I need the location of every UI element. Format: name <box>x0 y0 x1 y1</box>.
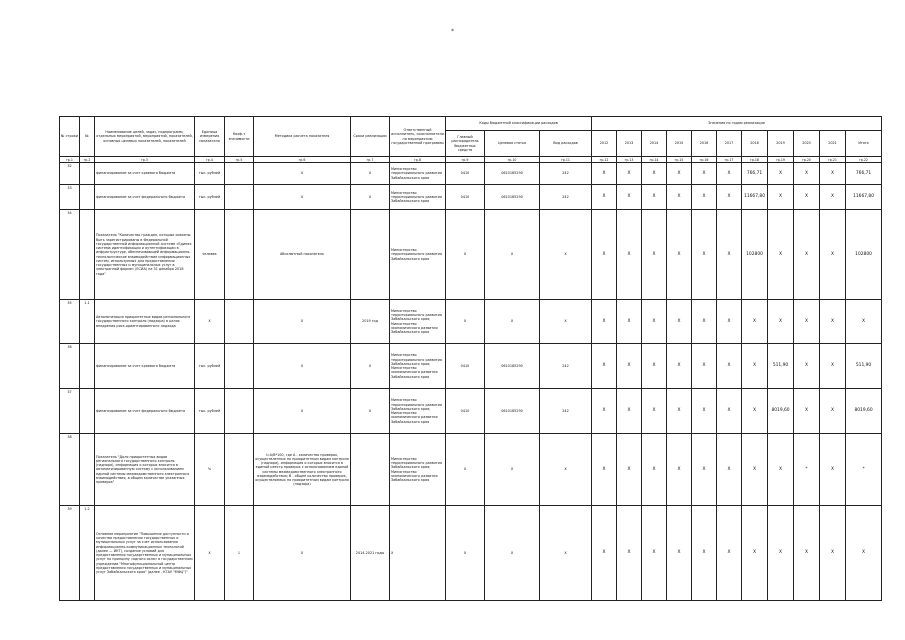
year-value-cell: Х <box>768 210 794 300</box>
executor-cell: Министерство территориального развития Забайкальского края; Министерство экономического развития Забайкальского края <box>390 300 446 344</box>
row-number-cell: 32 <box>60 163 80 185</box>
expense-type-cell: Х <box>540 506 592 601</box>
year-value-cell: Х <box>820 210 846 300</box>
year-value-cell: Х <box>717 210 742 300</box>
year-value-cell: Х <box>617 300 642 344</box>
grbs-cell: 0410 <box>446 344 485 389</box>
year-value-cell: Х <box>717 300 742 344</box>
coef-cell <box>225 163 254 185</box>
grbs-cell: 0410 <box>446 163 485 185</box>
year-value-cell: Х <box>617 185 642 210</box>
year-value-cell: Х <box>717 434 742 506</box>
executor-cell: Министерство территориального развития Забайкальского края; Министерство экономического развития Забайкальского края <box>390 434 446 506</box>
grbs-cell: Х <box>446 506 485 601</box>
table-row <box>60 185 882 210</box>
item-number-cell <box>80 185 95 210</box>
method-cell: Х <box>254 185 351 210</box>
year-value-cell: Х <box>617 434 642 506</box>
header-year: 2021 <box>820 131 846 157</box>
year-value-cell: Х <box>692 210 717 300</box>
executor-cell: Министерство территориального развития Забайкальского края <box>390 210 446 300</box>
year-value-cell: Х <box>768 185 794 210</box>
year-value-cell: Х <box>667 210 692 300</box>
target-article-cell: 0610185290 <box>485 389 540 434</box>
method-cell: Х <box>254 389 351 434</box>
year-value-cell: Х <box>794 389 820 434</box>
item-name-cell: финансирование за счет краевого бюджета <box>95 344 195 389</box>
target-article-cell: 0610185290 <box>485 185 540 210</box>
header-year: 2020 <box>794 131 820 157</box>
header-year: 2012 <box>592 131 617 157</box>
unit-cell: человек <box>195 210 225 300</box>
year-value-cell: 102800 <box>742 210 768 300</box>
row-number-cell: 36 <box>60 344 80 389</box>
table-row <box>60 506 882 601</box>
column-index-cell: гр.12 <box>592 157 617 163</box>
header-total: Итого <box>846 131 882 157</box>
column-index-cell: гр.11 <box>540 157 592 163</box>
year-value-cell: Х <box>617 344 642 389</box>
header-num: № <box>80 117 95 157</box>
header-year: 2017 <box>717 131 742 157</box>
item-number-cell <box>80 434 95 506</box>
year-value-cell: 8019,60 <box>768 389 794 434</box>
expense-type-cell: 242 <box>540 163 592 185</box>
year-value-cell: Х <box>820 344 846 389</box>
coef-cell <box>225 434 254 506</box>
column-index-cell: гр.10 <box>485 157 540 163</box>
year-value-cell: Х <box>592 506 617 601</box>
item-number-cell: 1.2 <box>80 506 95 601</box>
coef-cell <box>225 300 254 344</box>
header-row-no: № строки <box>60 117 80 157</box>
header-year: 2013 <box>617 131 642 157</box>
header-year: 2014 <box>642 131 667 157</box>
total-value-cell: 766,71 <box>846 163 882 185</box>
year-value-cell: Х <box>768 300 794 344</box>
header-year: 2016 <box>692 131 717 157</box>
year-value-cell: Х <box>794 344 820 389</box>
header-year: 2019 <box>768 131 794 157</box>
coef-cell <box>225 344 254 389</box>
column-index-cell: гр.1 <box>60 157 80 163</box>
year-value-cell: * <box>794 434 820 506</box>
year-value-cell: Х <box>692 300 717 344</box>
year-value-cell: Х <box>642 344 667 389</box>
column-index-cell: гр.14 <box>642 157 667 163</box>
row-number-cell: 33 <box>60 185 80 210</box>
year-value-cell: Х <box>742 434 768 506</box>
row-number-cell: 38 <box>60 434 80 506</box>
executor-cell: Министерство территориального развития Забайкальского края <box>390 185 446 210</box>
column-index-cell: гр.9 <box>446 157 485 163</box>
unit-cell: Х <box>195 300 225 344</box>
year-value-cell: Х <box>742 344 768 389</box>
header-grbs: Главный распорядитель бюджетных средств <box>446 131 485 157</box>
year-value-cell: Х <box>820 389 846 434</box>
year-value-cell: Х <box>820 434 846 506</box>
header-year: 2015 <box>667 131 692 157</box>
executor-cell: Министерство территориального развития Забайкальского края; Министерство экономического развития Забайкальского края <box>390 389 446 434</box>
year-value-cell: Х <box>794 163 820 185</box>
year-value-cell: Х <box>692 344 717 389</box>
table-row <box>60 434 882 506</box>
year-value-cell: Х <box>717 506 742 601</box>
header-year: 2018 <box>742 131 768 157</box>
year-value-cell: 766,71 <box>742 163 768 185</box>
year-value-cell: Х <box>794 210 820 300</box>
column-index-cell: гр.22 <box>846 157 882 163</box>
year-value-cell: Х <box>820 300 846 344</box>
method-cell: Абсолютный показатель <box>254 210 351 300</box>
grbs-cell: 0410 <box>446 185 485 210</box>
unit-cell: тыс. рублей <box>195 389 225 434</box>
year-value-cell: Х <box>667 434 692 506</box>
year-value-cell: Х <box>794 506 820 601</box>
year-value-cell: Х <box>667 185 692 210</box>
item-number-cell: 1.1 <box>80 300 95 344</box>
year-value-cell: Х <box>717 185 742 210</box>
item-name-cell: Показатель "Доля приоритетных видов регионального государственного контроля (надзора), информация о которых вносится в автоматизированную систему с использованием единой системы межведомственного электронного взаимодействия, в общем количестве указанных проверок" <box>95 434 195 506</box>
year-value-cell: Х <box>742 389 768 434</box>
year-value-cell: Х <box>592 389 617 434</box>
year-value-cell: Х <box>742 506 768 601</box>
column-index-cell: гр.8 <box>390 157 446 163</box>
year-value-cell: Х <box>592 434 617 506</box>
year-value-cell: Х <box>592 210 617 300</box>
executor-cell: Министерство территориального развития Забайкальского края <box>390 163 446 185</box>
column-index-cell: гр.4 <box>195 157 225 163</box>
grbs-cell: Х <box>446 210 485 300</box>
column-index-cell: гр.18 <box>742 157 768 163</box>
header-executor: Ответственный исполнитель, соисполнители по мероприятию государственной программы <box>390 117 446 157</box>
header-target-article: Целевая статья <box>485 131 540 157</box>
year-value-cell: Х <box>768 163 794 185</box>
item-name-cell: финансирование за счет федерального бюджета <box>95 389 195 434</box>
year-value-cell: Х <box>692 506 717 601</box>
year-value-cell: Х <box>820 163 846 185</box>
expense-type-cell: Х <box>540 434 592 506</box>
term-cell: Х <box>351 389 390 434</box>
column-index-cell: гр.6 <box>254 157 351 163</box>
coef-cell <box>225 185 254 210</box>
coef-cell: 1 <box>225 506 254 601</box>
grbs-cell: Х <box>446 300 485 344</box>
executor-cell: Министерство территориального развития Забайкальского края; Министерство экономического развития Забайкальского края <box>390 344 446 389</box>
coef-cell <box>225 210 254 300</box>
unit-cell: % <box>195 434 225 506</box>
total-value-cell: Х <box>846 506 882 601</box>
unit-cell: Х <box>195 506 225 601</box>
total-value-cell: Х <box>846 300 882 344</box>
unit-cell: тыс. рублей <box>195 185 225 210</box>
year-value-cell: Х <box>642 434 667 506</box>
total-value-cell: 102800 <box>846 210 882 300</box>
year-value-cell: Х <box>768 434 794 506</box>
total-value-cell: 11667,80 <box>846 185 882 210</box>
header-unit: Единица измерения показателя <box>195 117 225 157</box>
target-article-cell: Х <box>485 434 540 506</box>
column-index-cell: гр.19 <box>768 157 794 163</box>
year-value-cell: Х <box>692 434 717 506</box>
table-row <box>60 163 882 185</box>
term-cell: Х <box>351 344 390 389</box>
year-value-cell: Х <box>667 300 692 344</box>
header-method: Методика расчета показателя <box>254 117 351 157</box>
expense-type-cell: Х <box>540 300 592 344</box>
year-value-cell: Х <box>794 300 820 344</box>
target-article-cell: 0610185290 <box>485 163 540 185</box>
year-value-cell: Х <box>820 185 846 210</box>
method-cell: Х <box>254 300 351 344</box>
item-number-cell <box>80 344 95 389</box>
row-number-cell: 37 <box>60 389 80 434</box>
column-index-cell: гр.5 <box>225 157 254 163</box>
term-cell: 2019 год <box>351 300 390 344</box>
table-row <box>60 344 882 389</box>
expense-type-cell: Х <box>540 210 592 300</box>
year-value-cell: Х <box>592 185 617 210</box>
term-cell <box>351 210 390 300</box>
year-value-cell: Х <box>617 210 642 300</box>
year-value-cell: Х <box>692 389 717 434</box>
header-budget-group: Коды бюджетной классификации расходов <box>446 117 592 131</box>
year-value-cell: Х <box>617 389 642 434</box>
item-number-cell <box>80 389 95 434</box>
year-value-cell: Х <box>717 389 742 434</box>
item-number-cell <box>80 163 95 185</box>
year-value-cell: 511,90 <box>768 344 794 389</box>
item-name-cell: Автоматизация приоритетных видов регионального государственного контроля (надзора) в целях внедрения риск-ориентированного подхода <box>95 300 195 344</box>
column-index-cell: гр.7 <box>351 157 390 163</box>
item-name-cell: Основное мероприятие "Повышение доступности и качества предоставления государственных и муниципальных услуг за счет использования информационно-коммуникационных технологий (далее — ИКТ), создание условий для предоставления государственных и муниципальных услуг по принципу «одного окна» в государственном учреждении "Многофункциональный центр предоставления государственных и муниципальных услуг Забайкальского края" (далее - КГАУ "МФЦ")" <box>95 506 195 601</box>
year-value-cell: Х <box>667 389 692 434</box>
year-value-cell: Х <box>642 210 667 300</box>
header-expense-type: Вид расходов <box>540 131 592 157</box>
expense-type-cell: 242 <box>540 344 592 389</box>
year-value-cell: Х <box>642 185 667 210</box>
header-years-group: Значения по годам реализации <box>592 117 882 131</box>
header-name: Наименование целей, задач, подпрограмм, отдельных мероприятий, мероприятий, показателей, основных целевых показателей, показателей <box>95 117 195 157</box>
year-value-cell: Х <box>642 389 667 434</box>
term-cell: Х <box>351 163 390 185</box>
column-index-cell: гр.2 <box>80 157 95 163</box>
executor-cell: Х <box>390 506 446 601</box>
year-value-cell: Х <box>742 300 768 344</box>
year-value-cell: Х <box>617 506 642 601</box>
column-index-cell: гр.17 <box>717 157 742 163</box>
target-article-cell: 0610185290 <box>485 344 540 389</box>
term-cell: 2014-2021 годы <box>351 506 390 601</box>
grbs-cell: 0410 <box>446 389 485 434</box>
unit-cell: тыс. рублей <box>195 163 225 185</box>
column-index-cell: гр.3 <box>95 157 195 163</box>
total-value-cell: 511,90 <box>846 344 882 389</box>
total-value-cell: * <box>846 434 882 506</box>
method-cell: I=A/B*100, где A - количество проверок, осуществленных по приоритетным видам контроля (надзора), информация о которых вносится в единый реестр проверок с использованием единой системы межведомственного электронного взаимодействия; B - общее количество проверок, осуществляемых по приоритетным видам контроля (надзора) <box>254 434 351 506</box>
item-name-cell: финансирование за счет краевого бюджета <box>95 163 195 185</box>
table-row <box>60 210 882 300</box>
item-name-cell: финансирование за счет федерального бюджета <box>95 185 195 210</box>
method-cell: Х <box>254 344 351 389</box>
column-index-cell: гр.15 <box>667 157 692 163</box>
year-value-cell: Х <box>642 506 667 601</box>
unit-cell: тыс. рублей <box>195 344 225 389</box>
row-number-cell: 34 <box>60 210 80 300</box>
header-coef: Коэф-т значимости <box>225 117 254 157</box>
item-name-cell: Показатель "Количество граждан, которые освоены быть зарегистрированы в Федеральной государственной информационной системе «Единая система идентификации и аутентификации в инфраструктуре, обеспечивающей информационно-технологическое взаимодействие информационных систем, используемых для предоставления государственных и муниципальных услуг в электронной форме» (ЕСИА) на 31 декабря 2018 года" <box>95 210 195 300</box>
method-cell: Х <box>254 163 351 185</box>
year-value-cell: Х <box>642 163 667 185</box>
table-row <box>60 389 882 434</box>
year-value-cell: Х <box>692 185 717 210</box>
grbs-cell: Х <box>446 434 485 506</box>
year-value-cell: Х <box>692 163 717 185</box>
year-value-cell: Х <box>820 506 846 601</box>
method-cell: Х <box>254 506 351 601</box>
row-number-cell: 35 <box>60 300 80 344</box>
year-value-cell: Х <box>794 185 820 210</box>
expense-type-cell: 242 <box>540 389 592 434</box>
year-value-cell: Х <box>617 163 642 185</box>
header-term: Сроки реализации <box>351 117 390 157</box>
year-value-cell: Х <box>667 344 692 389</box>
coef-cell <box>225 389 254 434</box>
target-article-cell: Х <box>485 506 540 601</box>
column-index-cell: гр.13 <box>617 157 642 163</box>
table-row <box>60 300 882 344</box>
year-value-cell: Х <box>717 163 742 185</box>
year-value-cell: Х <box>592 300 617 344</box>
column-index-cell: гр.20 <box>794 157 820 163</box>
target-article-cell: Х <box>485 210 540 300</box>
year-value-cell: Х <box>667 506 692 601</box>
year-value-cell: 11667,80 <box>742 185 768 210</box>
page-mark: * <box>451 28 454 35</box>
expense-type-cell: 242 <box>540 185 592 210</box>
row-number-cell: 39 <box>60 506 80 601</box>
item-number-cell <box>80 210 95 300</box>
term-cell <box>351 434 390 506</box>
year-value-cell: Х <box>717 344 742 389</box>
program-table <box>59 116 882 601</box>
year-value-cell: Х <box>592 163 617 185</box>
total-value-cell: 8019,60 <box>846 389 882 434</box>
target-article-cell: Х <box>485 300 540 344</box>
term-cell: Х <box>351 185 390 210</box>
year-value-cell: Х <box>642 300 667 344</box>
year-value-cell: Х <box>768 506 794 601</box>
year-value-cell: Х <box>592 344 617 389</box>
year-value-cell: Х <box>667 163 692 185</box>
column-index-cell: гр.21 <box>820 157 846 163</box>
column-index-cell: гр.16 <box>692 157 717 163</box>
